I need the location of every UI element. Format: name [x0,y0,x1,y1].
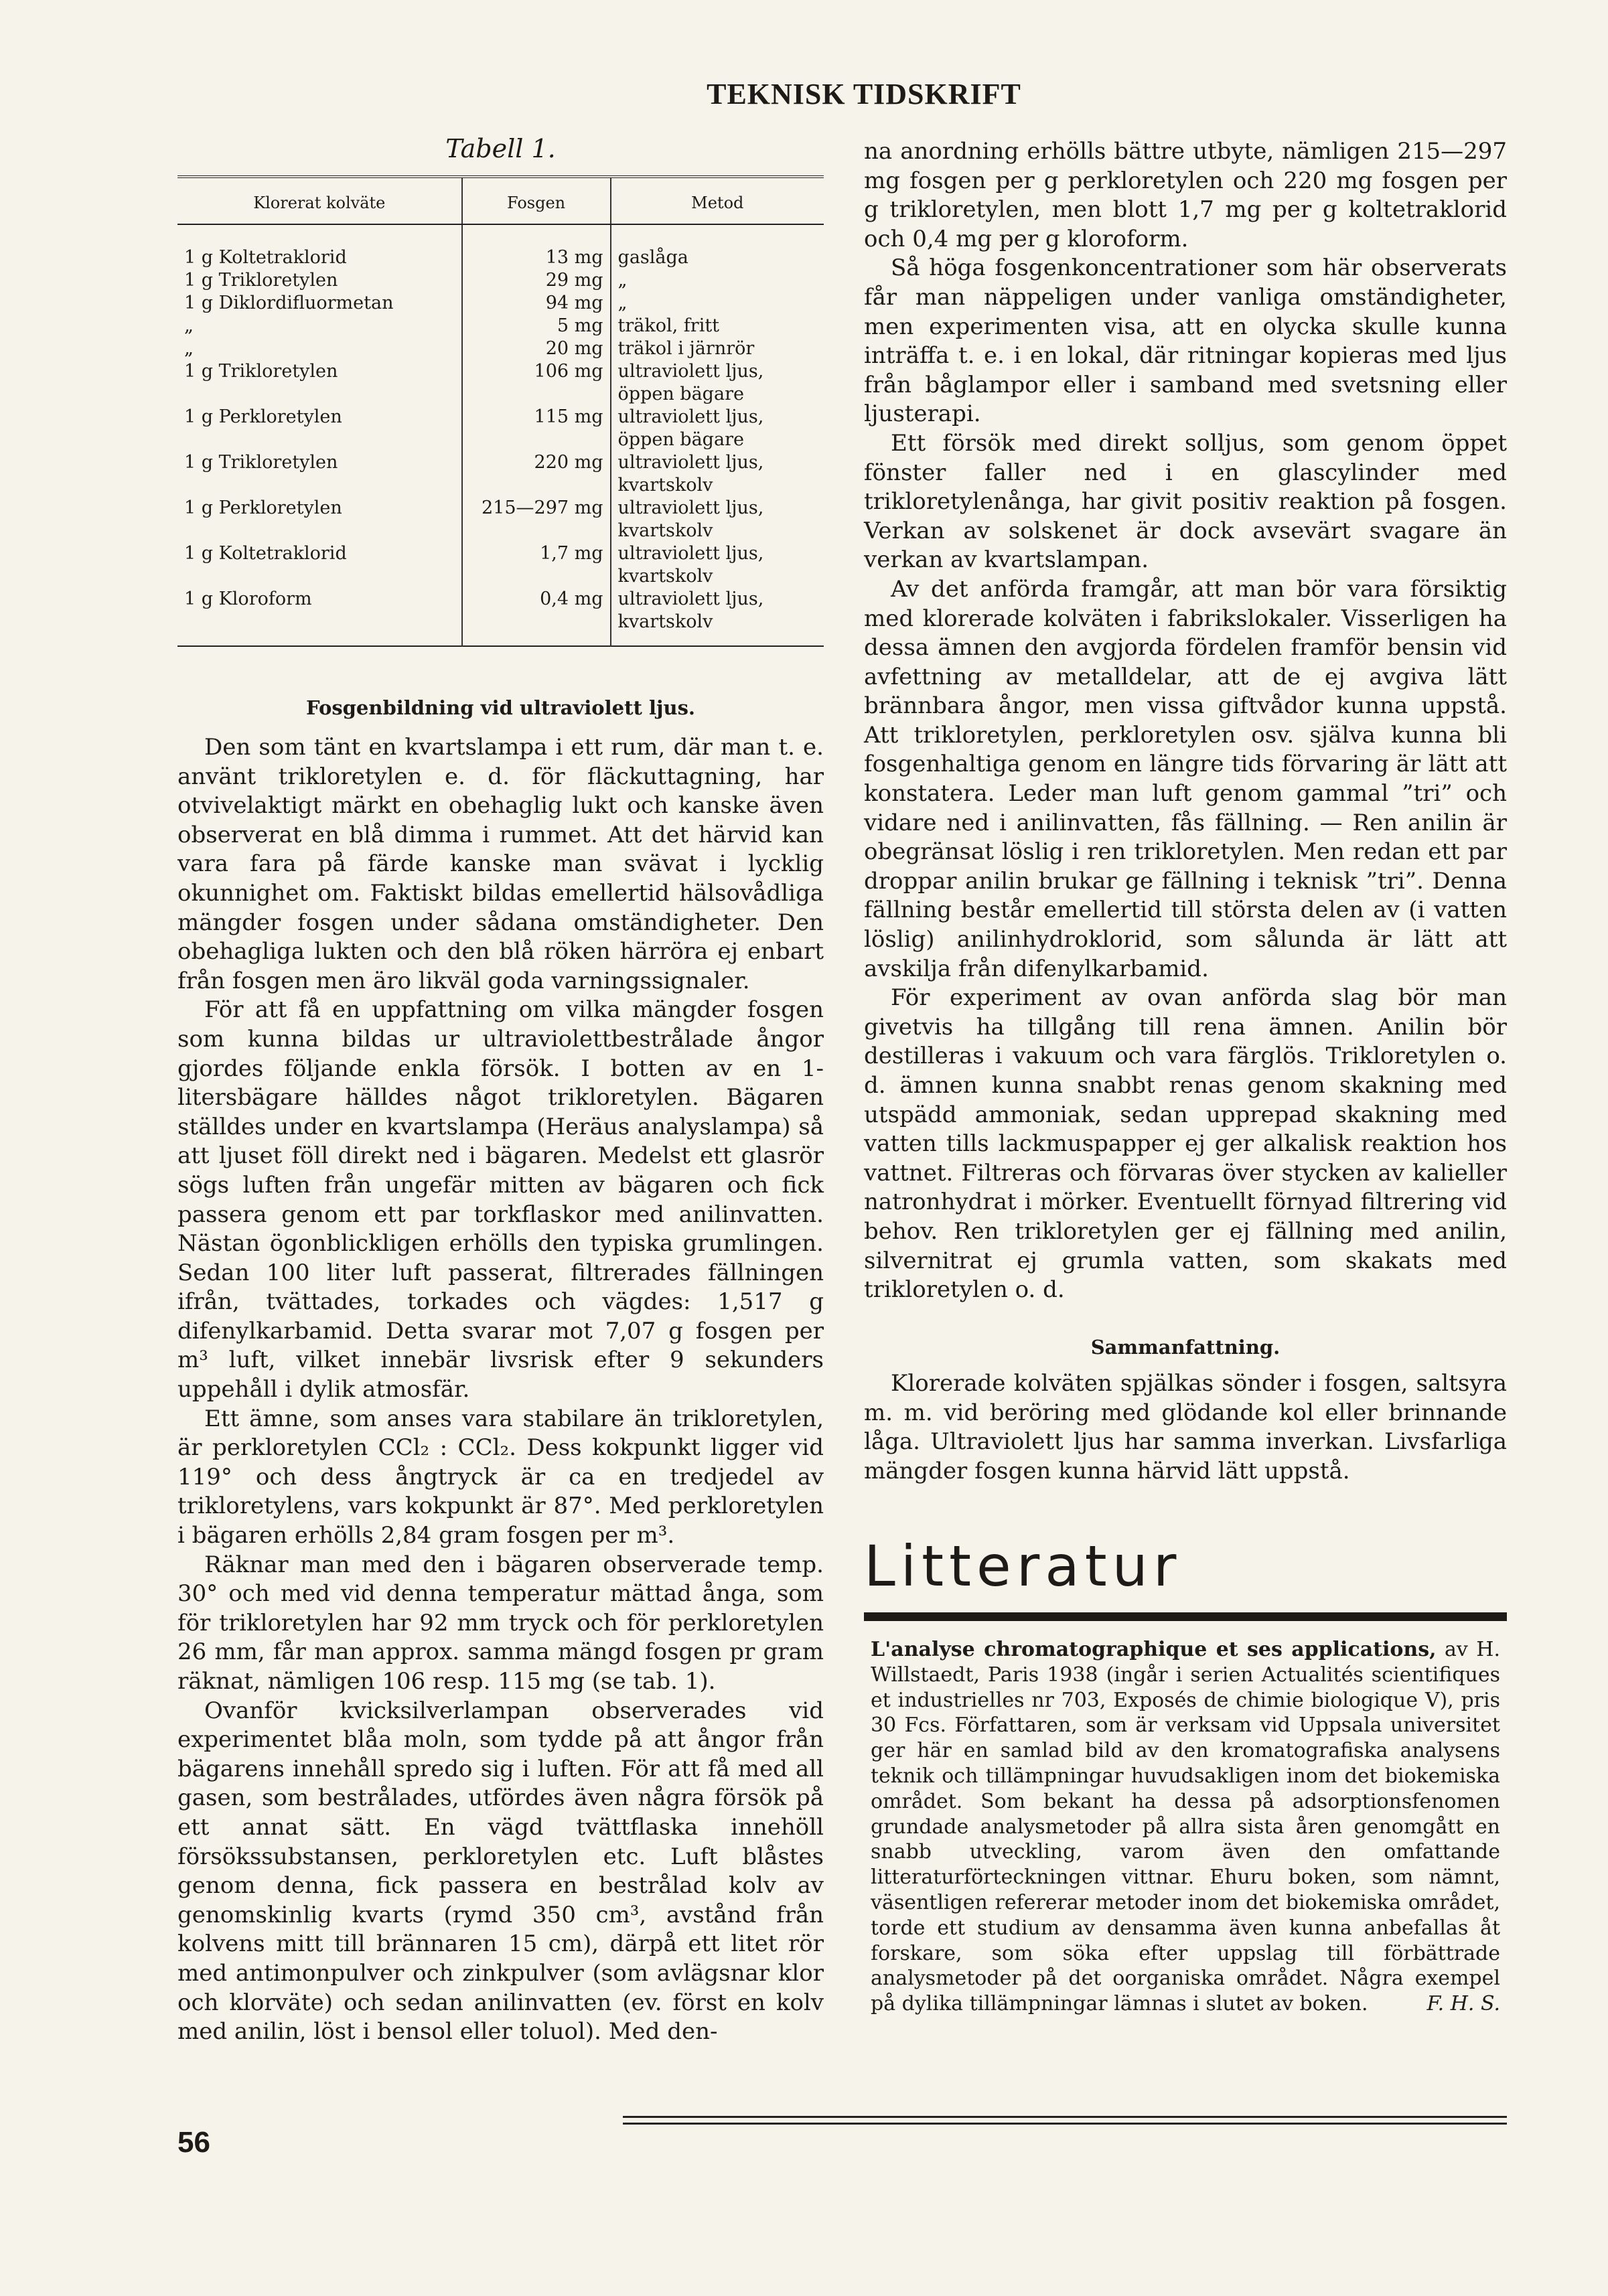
table-cell: 1 g Koltetraklorid [184,543,347,564]
table-cell: 1 g Perkloretylen [184,406,342,427]
table-cell: „ [611,292,824,315]
paragraph: na anordning erhölls bättre utbyte, nämligen 215—297 mg fosgen per g perkloretylen och 220 mg fosgen per g trikloretylen, men blott 1,7 mg per g koltetraklorid och 0,4 mg per g kloroform. [864,138,1507,252]
table-cell: ultraviolett ljus, kvartskolv [611,542,824,588]
table-row [177,542,824,588]
table-row [177,315,824,337]
table-cell: ultraviolett ljus, öppen bägare [611,360,824,406]
page-number: 56 [177,2126,210,2159]
table-row [177,451,824,497]
review-title: L'analyse chromatographique et ses applications, [871,1638,1437,1661]
journal-header: TEKNISK TIDSKRIFT [707,78,1021,110]
literature-rule [864,1612,1507,1621]
paragraph: Av det anförda framgår, att man bör vara försiktig med klorerade kolväten i fabrikslokaler. Visserligen ha dessa ämnen den avgjorda fördelen framför bensin vid avfettning av metalldelar, att de ej avgiva lätt brännbara ångor, men vissa giftvådor kunna uppstå. Att trikloretylen, perkloretylen osv. själva kunna bli fosgenhaltiga genom en längre tids förvaring är lätt att konstatera. Leder man luft genom gammal ”tri” och vidare ned i anilinvatten, fås fällning. — Ren anilin är obegränsat löslig i ren trikloretylen. Men redan ett par droppar anilin brukar ge fällning i teknisk ”tri”. Denna fällning består emellertid till största delen av (i vatten löslig) anilinhydroklorid, som sålunda är lätt att avskilja från difenylkarbamid. [864,575,1507,982]
paragraph: Ovanför kvicksilverlampan observerades vid experimentet blåa moln, som tydde på att ångor från bägarens innehåll spredo sig i luften. För att få med all gasen, som bestrålades, utfördes även några försök på ett annat sätt. En vägd tvättflaska innehöll försökssubstansen, perkloretylen etc. Luft blåstes genom denna, fick passera en bestrålad kolv av genomskinlig kvarts (rymd 350 cm³, avstånd från kolvens mitt till brännaren 15 cm), därpå ett litet rör med antimonpulver och zinkpulver (som avlägsnar klor och klorväte) och sedan anilinvatten (ev. först en kolv med anilin, löst i bensol eller toluol). Med den- [177,1697,824,2046]
review-signature: F. H. S. [1427,1992,1500,2016]
table-row [177,588,824,646]
paragraph: Ett ämne, som anses vara stabilare än trikloretylen, är perkloretylen CCl₂ : CCl₂. Dess kokpunkt ligger vid 119° och dess ångtryck är ca en tredjedel av trikloretylens, vars kokpunkt är 87°. Med perkloretylen i bägaren erhölls 2,84 gram fosgen per m³. [177,1405,824,1549]
table-row [177,497,824,542]
table-cell: 1,7 mg [462,542,611,588]
table-cell: träkol i järnrör [611,337,824,360]
column-header: Klorerat kolväte [177,177,462,224]
table-cell: 1 g Koltetraklorid [184,247,347,268]
right-body-text [864,137,1507,1305]
literature-heading: Litteratur [864,1533,1182,1599]
table-cell: gaslåga [611,224,824,269]
paragraph: För experiment av ovan anförda slag bör man givetvis ha tillgång till rena ämnen. Anilin bör destilleras i vakuum och vara färglös. Trikloretylen o. d. ämnen kunna snabbt renas genom skakning med utspädd ammoniak, sedan upprepad skakning med vatten tills lackmuspapper ej ger alkalisk reaktion hos vattnet. Filtreras och förvaras över stycken av kalieller natronhydrat i mörker. Eventuellt förnyad filtrering vid behov. Ren trikloretylen ger ej fällning med anilin, silvernitrat ej grumla vatten, som skakats med trikloretylen o. d. [864,984,1507,1304]
table-cell: 1 g Trikloretylen [184,452,338,473]
summary-heading: Sammanfattning. [1090,1336,1281,1359]
table-cell: 5 mg [462,315,611,337]
table-cell: 215—297 mg [462,497,611,542]
column-header: Metod [611,177,824,224]
table-cell: „ [184,338,194,359]
table-cell: 1 g Perkloretylen [184,498,342,518]
data-table [177,175,824,647]
table-cell: 1 g Kloroform [184,589,312,609]
table-row [177,360,824,406]
divider [623,2116,1507,2118]
table-row [177,406,824,451]
table-row [177,224,824,269]
table-cell: 1 g Diklordifluormetan [184,293,394,313]
table-cell: ultraviolett ljus, kvartskolv [611,497,824,542]
table-cell: 29 mg [462,269,611,292]
paragraph: Klorerade kolväten spjälkas sönder i fosgen, saltsyra m. m. vid beröring med glödande kol eller brinnande låga. Ultraviolett ljus har samma inverkan. Livsfarliga mängder fosgen kunna härvid lätt uppstå. [864,1370,1507,1484]
literature-review [871,1637,1500,2017]
column-header: Fosgen [462,177,611,224]
table-cell: ultraviolett ljus, kvartskolv [611,588,824,646]
table-cell: 13 mg [462,224,611,269]
table-row [177,292,824,315]
summary-text [864,1369,1507,1486]
table-cell: 94 mg [462,292,611,315]
table-cell: 106 mg [462,360,611,406]
table-title: Fosgenbildning vid ultraviolett ljus. [305,696,696,719]
table-cell: 0,4 mg [462,588,611,646]
left-body-text [177,733,824,2047]
divider [623,2123,1507,2125]
paragraph: Ett försök med direkt solljus, som genom öppet fönster faller ned i en glascylinder med trikloretylenånga, har givit positiv reaktion på fosgen. Verkan av solskenet är dock avsevärt svagare än verkan av kvartslampan. [864,429,1507,574]
paragraph: Räknar man med den i bägaren observerade temp. 30° och med vid denna temperatur mättad ånga, som för trikloretylen har 92 mm tryck och för perkloretylen 26 mm, får man approx. samma mängd fosgen pr gram räknat, nämligen 106 resp. 115 mg (se tab. 1). [177,1551,824,1695]
table-cell: „ [184,315,194,336]
table-cell: 220 mg [462,451,611,497]
paragraph: För att få en uppfattning om vilka mängder fosgen som kunna bildas ur ultraviolettbestrålade ångor gjordes följande enkla försök. I botten av en 1-litersbägare hälldes något trikloretylen. Bägaren ställdes under en kvartslampa (Heräus analyslampa) så att ljuset föll direkt ned i bägaren. Medelst ett glasrör sögs luften från ungefär mitten av bägaren och fick passera genom ett par torkflaskor med anilinvatten. Nästan ögonblickligen erhölls den typiska grumlingen. Sedan 100 liter luft passerat, filtrerades fällningen ifrån, tvättades, torkades och vägdes: 1,517 g difenylkarbamid. Detta svarar mot 7,07 g fosgen per m³ luft, vilket innebär livsrisk efter 9 sekunders uppehåll i dylik atmosfär. [177,996,824,1403]
table-cell: 20 mg [462,337,611,360]
table-cell: 1 g Trikloretylen [184,270,338,291]
table-cell: 1 g Trikloretylen [184,361,338,382]
table-row [177,337,824,360]
table-row [177,269,824,292]
paragraph: Den som tänt en kvartslampa i ett rum, där man t. e. använt trikloretylen e. d. för fläckuttagning, har otvivelaktigt märkt en obehaglig lukt och kanske även observerat en blå dimma i rummet. Att det härvid kan vara fara på färde kanske man svävat i lycklig okunnighet om. Faktiskt bildas emellertid hälsovådliga mängder fosgen under sådana omständigheter. Den obehagliga lukten och den blå röken härröra ej enbart från fosgen men äro likväl goda varningssignaler. [177,734,824,994]
table-caption: Tabell 1. [445,134,556,163]
bottom-rules [623,2116,1507,2129]
table-cell: ultraviolett ljus, öppen bägare [611,406,824,451]
paragraph: Så höga fosgenkoncentrationer som här observerats får man näppeligen under vanliga omständigheter, men experimenten visa, att en olycka skulle kunna inträffa t. e. i en lokal, där ritningar kopieras med ljus från båglampor eller i samband med svetsning eller ljusterapi. [864,254,1507,428]
table-cell: träkol, fritt [611,315,824,337]
review-text: av H. Willstaedt, Paris 1938 (ingår i serien Actualités scientifiques et industrielles nr 703, Exposés de chimie biologique V), pris 30 Fcs. Författaren, som är verksam vid Uppsala universitet ger här en samlad bild av den kromatografiska analysens teknik och tillämpningar huvudsakligen inom det biokemiska området. Som bekant ha dessa på adsorptionsfenomen grundade analysmetoder på allra sista åren genomgått en snabb utveckling, varom även den omfattande litteraturförteckningen vittnar. Ehuru boken, som nämnt, väsentligen refererar metoder inom det biokemiska området, torde ett studium av densamma även kunna anbefallas åt forskare, som söka efter uppslag till förbättrade analysmetoder på det oorganiska området. Några exempel på dylika tillämpningar lämnas i slutet av boken. [871,1638,1500,2016]
table-cell: ultraviolett ljus, kvartskolv [611,451,824,497]
table-cell: 115 mg [462,406,611,451]
table-cell: „ [611,269,824,292]
